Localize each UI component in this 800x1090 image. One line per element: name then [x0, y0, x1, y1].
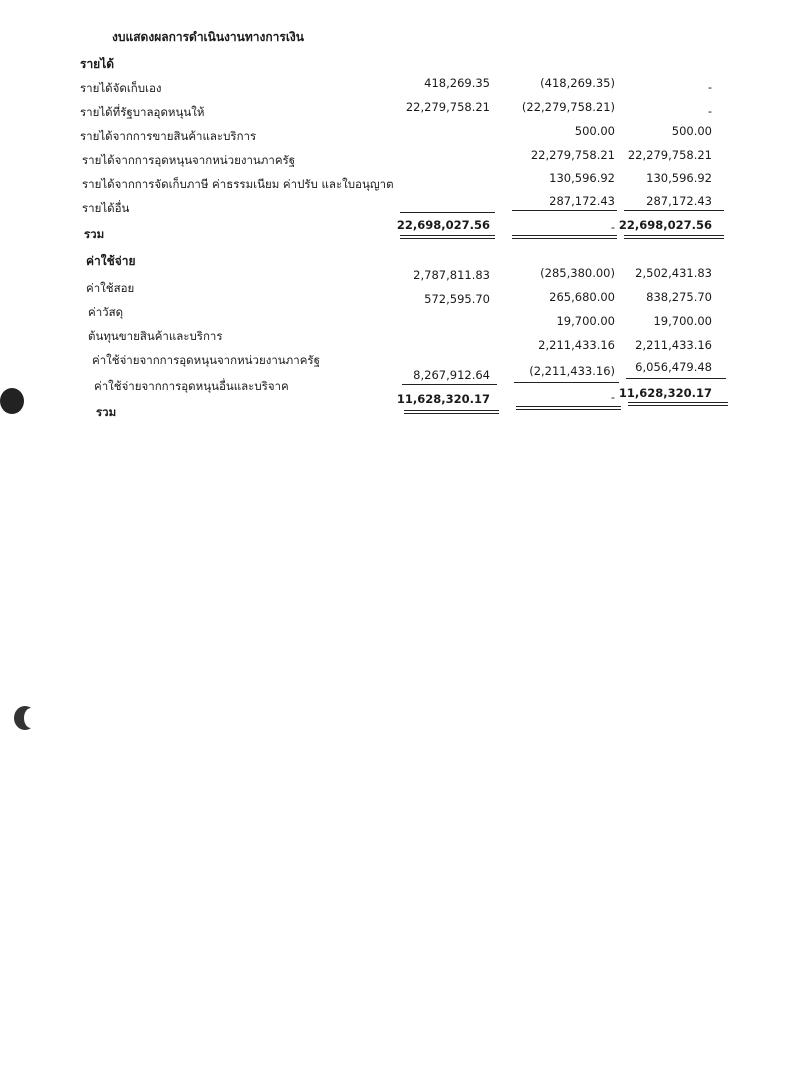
- expense-row-c1: 572,595.70: [424, 292, 490, 306]
- expense-row-c2: (2,211,433.16): [529, 364, 615, 378]
- total-double-line: [628, 402, 728, 406]
- expense-row-label: ค่าใช้สอย: [86, 281, 135, 295]
- punch-hole-mark: [0, 388, 24, 414]
- revenue-row-c3: -: [707, 104, 712, 118]
- subtotal-line: [512, 210, 617, 211]
- punch-hole-highlight: [24, 708, 38, 728]
- expense-row-c2: 2,211,433.16: [538, 338, 615, 352]
- revenue-row-c1: 418,269.35: [424, 76, 490, 90]
- subtotal-line: [626, 378, 726, 379]
- total-double-line: [404, 410, 499, 414]
- revenue-total-label: รวม: [84, 227, 105, 241]
- total-double-line: [624, 235, 724, 239]
- expense-row-label: ต้นทุนขายสินค้าและบริการ: [88, 329, 223, 343]
- subtotal-line: [514, 382, 619, 383]
- statement-title: งบแสดงผลการดำเนินงานทางการเงิน: [112, 30, 304, 44]
- expense-row-c2: 19,700.00: [556, 314, 615, 328]
- revenue-row-label: รายได้อื่น: [82, 201, 130, 215]
- expenses-total-c2: -: [610, 390, 615, 404]
- expenses-total-c3: 11,628,320.17: [618, 386, 712, 400]
- revenue-total-c2: -: [610, 220, 615, 234]
- expense-row-c3: 19,700.00: [653, 314, 712, 328]
- expense-row-c2: 265,680.00: [549, 290, 615, 304]
- expense-row-label: ค่าใช้จ่ายจากการอุดหนุนอื่นและบริจาค: [94, 379, 289, 393]
- revenue-row-label: รายได้จากการขายสินค้าและบริการ: [80, 129, 257, 143]
- revenue-row-c2: 287,172.43: [549, 194, 615, 208]
- expenses-total-c1: 11,628,320.17: [396, 392, 490, 406]
- revenue-row-c2: 500.00: [574, 124, 615, 138]
- expenses-heading: ค่าใช้จ่าย: [86, 254, 136, 268]
- expense-row-c3: 2,211,433.16: [635, 338, 712, 352]
- subtotal-line: [400, 212, 495, 213]
- expense-row-c3: 2,502,431.83: [635, 266, 712, 280]
- revenue-row-c3: 130,596.92: [646, 171, 712, 185]
- revenue-row-c3: 22,279,758.21: [627, 148, 712, 162]
- total-double-line: [512, 235, 617, 239]
- revenue-row-c3: 500.00: [671, 124, 712, 138]
- subtotal-line: [624, 210, 724, 211]
- expense-row-c2: (285,380.00): [540, 266, 615, 280]
- revenue-total-c1: 22,698,027.56: [396, 218, 490, 232]
- subtotal-line: [402, 384, 497, 385]
- expenses-total-label: รวม: [96, 405, 117, 419]
- revenue-row-c2: 130,596.92: [549, 171, 615, 185]
- revenue-row-c1: 22,279,758.21: [405, 100, 490, 114]
- expense-row-label: ค่าวัสดุ: [88, 305, 124, 319]
- expense-row-c3: 6,056,479.48: [635, 360, 712, 374]
- total-double-line: [516, 406, 621, 410]
- revenue-total-c3: 22,698,027.56: [618, 218, 712, 232]
- expense-row-c1: 8,267,912.64: [413, 368, 490, 382]
- revenue-row-c3: 287,172.43: [646, 194, 712, 208]
- revenue-row-label: รายได้จากการจัดเก็บภาษี ค่าธรรมเนียม ค่าปรับ และใบอนุญาต: [82, 177, 394, 191]
- revenue-heading: รายได้: [80, 57, 115, 71]
- revenue-row-c2: (418,269.35): [540, 76, 615, 90]
- expense-row-label: ค่าใช้จ่ายจากการอุดหนุนจากหน่วยงานภาครัฐ: [92, 353, 320, 367]
- revenue-row-label: รายได้ที่รัฐบาลอุดหนุนให้: [80, 105, 205, 119]
- expense-row-c1: 2,787,811.83: [413, 268, 490, 282]
- revenue-row-c2: (22,279,758.21): [521, 100, 615, 114]
- revenue-row-label: รายได้จัดเก็บเอง: [80, 81, 162, 95]
- revenue-row-label: รายได้จากการอุดหนุนจากหน่วยงานภาครัฐ: [82, 153, 296, 167]
- revenue-row-c3: -: [707, 80, 712, 94]
- total-double-line: [400, 235, 495, 239]
- expense-row-c3: 838,275.70: [646, 290, 712, 304]
- revenue-row-c2: 22,279,758.21: [530, 148, 615, 162]
